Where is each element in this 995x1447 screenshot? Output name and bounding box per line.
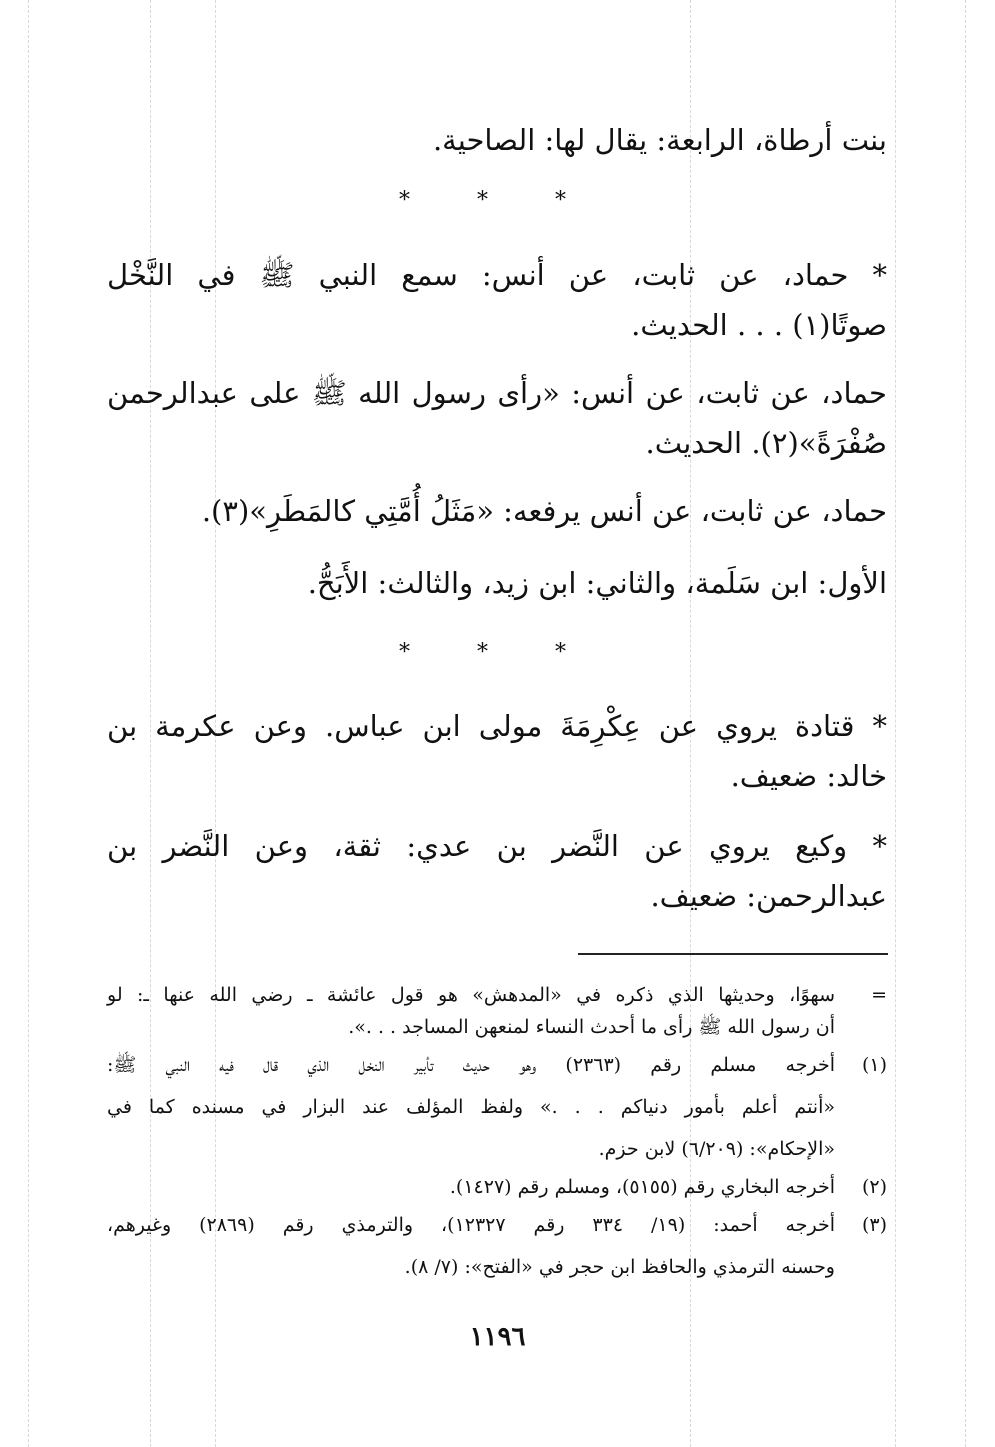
- footnote-line: أن رسول الله ﷺ رأى ما أحدث النساء لمنعهن المساجد . . .».: [348, 1016, 835, 1038]
- section-divider-stars: * * *: [399, 640, 596, 665]
- footnote-1: [107, 1050, 887, 1080]
- footnote-number: (٢): [861, 1176, 887, 1198]
- footnote-continuation: [107, 1012, 887, 1042]
- paragraph-line: حماد، عن ثابت، عن أنس يرفعه: «مَثَلُ أُمَّتِي كالمَطَرِ»(٣).: [201, 494, 887, 528]
- paragraph-line: الأول: ابن سَلَمة، والثاني: ابن زيد، والثالث: الأَبَحُّ.: [307, 566, 887, 600]
- footnote-line: أخرجه مسلم رقم (٢٣٦٣) وهو حديث تأبير النخل الذي قال فيه النبي ﷺ:: [107, 1054, 835, 1076]
- footnote-1-cont: [107, 1134, 887, 1164]
- paragraph-line: صُفْرَةً»(٢). الحديث.: [645, 426, 887, 460]
- footnote-number: (١): [861, 1054, 887, 1076]
- footnote-3: [107, 1210, 887, 1240]
- scan-artifact: [895, 0, 896, 1447]
- paragraph-line: صوتًا(١) . . . الحديث.: [631, 308, 887, 342]
- section-divider-stars: * * *: [399, 188, 596, 213]
- paragraph-line: حماد، عن ثابت، عن أنس: «رأى رسول الله ﷺ على عبدالرحمن: [107, 376, 887, 410]
- footnote-2: [107, 1172, 887, 1202]
- paragraph-line: عبدالرحمن: ضعيف.: [650, 879, 887, 913]
- body-line: بنت أرطاة، الرابعة: يقال لها: الصاحية.: [432, 123, 887, 157]
- footnote-line: «الإحكام»: (٦/٢٠٩) لابن حزم.: [598, 1138, 835, 1160]
- paragraph-line: خالد: ضعيف.: [730, 759, 887, 793]
- paragraph-line: * وكيع يروي عن النَّضر بن عدي: ثقة، وعن النَّضر بن: [107, 829, 887, 863]
- paragraph-line: * قتادة يروي عن عِكْرِمَةَ مولى ابن عباس. وعن عكرمة بن: [107, 709, 887, 743]
- footnote-separator: [578, 953, 888, 955]
- footnote-line: سهوًا، وحديثها الذي ذكره في «المدهش» هو قول عائشة ـ رضي الله عنها ـ: لو: [107, 984, 835, 1006]
- footnote-line: وحسنه الترمذي والحافظ ابن حجر في «الفتح»: (٧/ ٨).: [404, 1256, 835, 1278]
- footnote-line: أخرجه البخاري رقم (٥١٥٥)، ومسلم رقم (١٤٢٧).: [449, 1176, 835, 1198]
- footnote-continuation: [107, 980, 887, 1010]
- footnote-continuation-mark: =: [871, 984, 887, 1006]
- footnote-3-cont: [107, 1252, 887, 1282]
- scan-artifact: [28, 0, 29, 1447]
- footnote-1-cont: [107, 1092, 887, 1122]
- paragraph-line: * حماد، عن ثابت، عن أنس: سمع النبي ﷺ في النَّخْل: [107, 258, 887, 292]
- footnote-number: (٣): [861, 1214, 887, 1236]
- scan-artifact: [965, 0, 966, 1447]
- footnote-line: «أنتم أعلم بأمور دنياكم . . .» ولفظ المؤلف عند البزار في مسنده كما في: [107, 1096, 835, 1118]
- page-number: ١١٩٦: [469, 1322, 526, 1352]
- footnote-line: أخرجه أحمد: (١٩/ ٣٣٤ رقم ١٢٣٢٧)، والترمذي رقم (٢٨٦٩) وغيرهم،: [107, 1214, 835, 1236]
